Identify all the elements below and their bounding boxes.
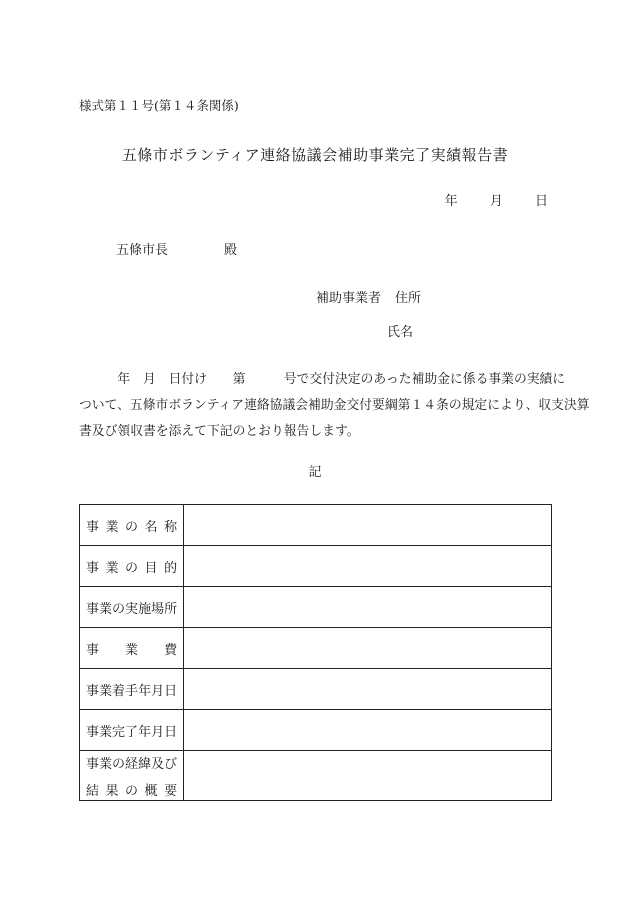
document-title: 五條市ボランティア連絡協議会補助事業完了実績報告書 (121, 146, 509, 164)
label-char: 結 (86, 783, 100, 799)
date-line (445, 190, 548, 209)
label-char: の (112, 756, 126, 772)
row-value-cell[interactable] (184, 505, 552, 546)
label-char: 了 (125, 724, 139, 740)
row-label (80, 628, 184, 669)
row-value-cell[interactable] (184, 751, 552, 801)
label-char: 事 (86, 683, 100, 699)
body-line: ついて、五條市ボランティア連絡協議会補助金交付要綱第１４条の規定により、収支決算 (79, 398, 590, 413)
label-char: び (164, 756, 178, 772)
label-char: 経 (125, 756, 139, 772)
label-char: 費 (164, 642, 178, 658)
table-row (80, 751, 552, 801)
row-label-text (86, 780, 177, 799)
row-value-cell[interactable] (184, 628, 552, 669)
row-label-text (86, 721, 177, 740)
label-char: 事 (86, 560, 100, 576)
label-char: 緯 (138, 756, 152, 772)
body-line: 年 月 日付け 第 号で交付決定のあった補助金に係る事業の実績に (79, 372, 566, 387)
label-char: 事 (86, 601, 100, 617)
label-char: 業 (99, 601, 113, 617)
label-char: の (125, 783, 139, 799)
label-char: 及 (151, 756, 165, 772)
label-char: 果 (105, 783, 119, 799)
table-row (80, 546, 552, 587)
addressee-honorific: 殿 (224, 243, 238, 258)
label-char: 業 (99, 756, 113, 772)
row-label-text (86, 753, 177, 772)
label-char: 月 (151, 724, 165, 740)
row-label (80, 669, 184, 710)
row-label (80, 751, 184, 801)
label-char: 事 (86, 519, 100, 535)
row-label-text (86, 516, 177, 535)
label-char: 目 (144, 560, 158, 576)
row-label-text (86, 557, 177, 576)
row-label (80, 505, 184, 546)
label-char: 業 (105, 560, 119, 576)
record-table (79, 504, 552, 801)
label-char: 事 (86, 756, 100, 772)
label-char: 的 (164, 560, 178, 576)
applicant-label: 補助事業者 (316, 291, 382, 306)
label-char: 手 (125, 683, 139, 699)
row-value-cell[interactable] (184, 587, 552, 628)
label-char: 業 (105, 519, 119, 535)
addressee-name: 五條市長 (116, 243, 169, 258)
label-char: 年 (138, 724, 152, 740)
row-label-text (86, 680, 177, 699)
label-char: 業 (125, 642, 139, 658)
table-row (80, 505, 552, 546)
label-char: 称 (164, 519, 178, 535)
name-label: 氏名 (387, 325, 414, 340)
label-char: 概 (144, 783, 158, 799)
row-value-cell[interactable] (184, 546, 552, 587)
label-char: 年 (138, 683, 152, 699)
label-char: 施 (138, 601, 152, 617)
body-text (79, 367, 590, 445)
label-char: 日 (164, 683, 178, 699)
label-char: の (125, 560, 139, 576)
row-label-text (86, 598, 177, 617)
label-char: 事 (86, 642, 100, 658)
ki-heading: 記 (308, 465, 322, 480)
label-char: 事 (86, 724, 100, 740)
address-label: 住所 (395, 291, 422, 306)
date-year: 年 (444, 194, 458, 209)
label-char: 業 (99, 683, 113, 699)
label-char: 日 (164, 724, 178, 740)
form-number: 様式第１１号(第１４条関係) (79, 98, 239, 113)
label-char: 要 (164, 783, 178, 799)
label-char: 月 (151, 683, 165, 699)
table-row (80, 628, 552, 669)
date-day: 日 (534, 194, 548, 209)
label-char: 完 (112, 724, 126, 740)
addressee (116, 239, 237, 258)
row-label (80, 546, 184, 587)
body-line: 書及び領収書を添えて下記のとおり報告します。 (79, 424, 360, 439)
table-row (80, 710, 552, 751)
label-char: 所 (164, 601, 178, 617)
applicant-address-line (316, 287, 421, 306)
label-char: 場 (151, 601, 165, 617)
label-char: 業 (99, 724, 113, 740)
table-row (80, 587, 552, 628)
label-char: 着 (112, 683, 126, 699)
label-char: 実 (125, 601, 139, 617)
label-char: の (125, 519, 139, 535)
row-value-cell[interactable] (184, 669, 552, 710)
row-value-cell[interactable] (184, 710, 552, 751)
table-row (80, 669, 552, 710)
label-char: 名 (144, 519, 158, 535)
label-char: の (112, 601, 126, 617)
row-label (80, 710, 184, 751)
date-month: 月 (489, 194, 503, 209)
row-label (80, 587, 184, 628)
row-label-text (86, 639, 177, 658)
